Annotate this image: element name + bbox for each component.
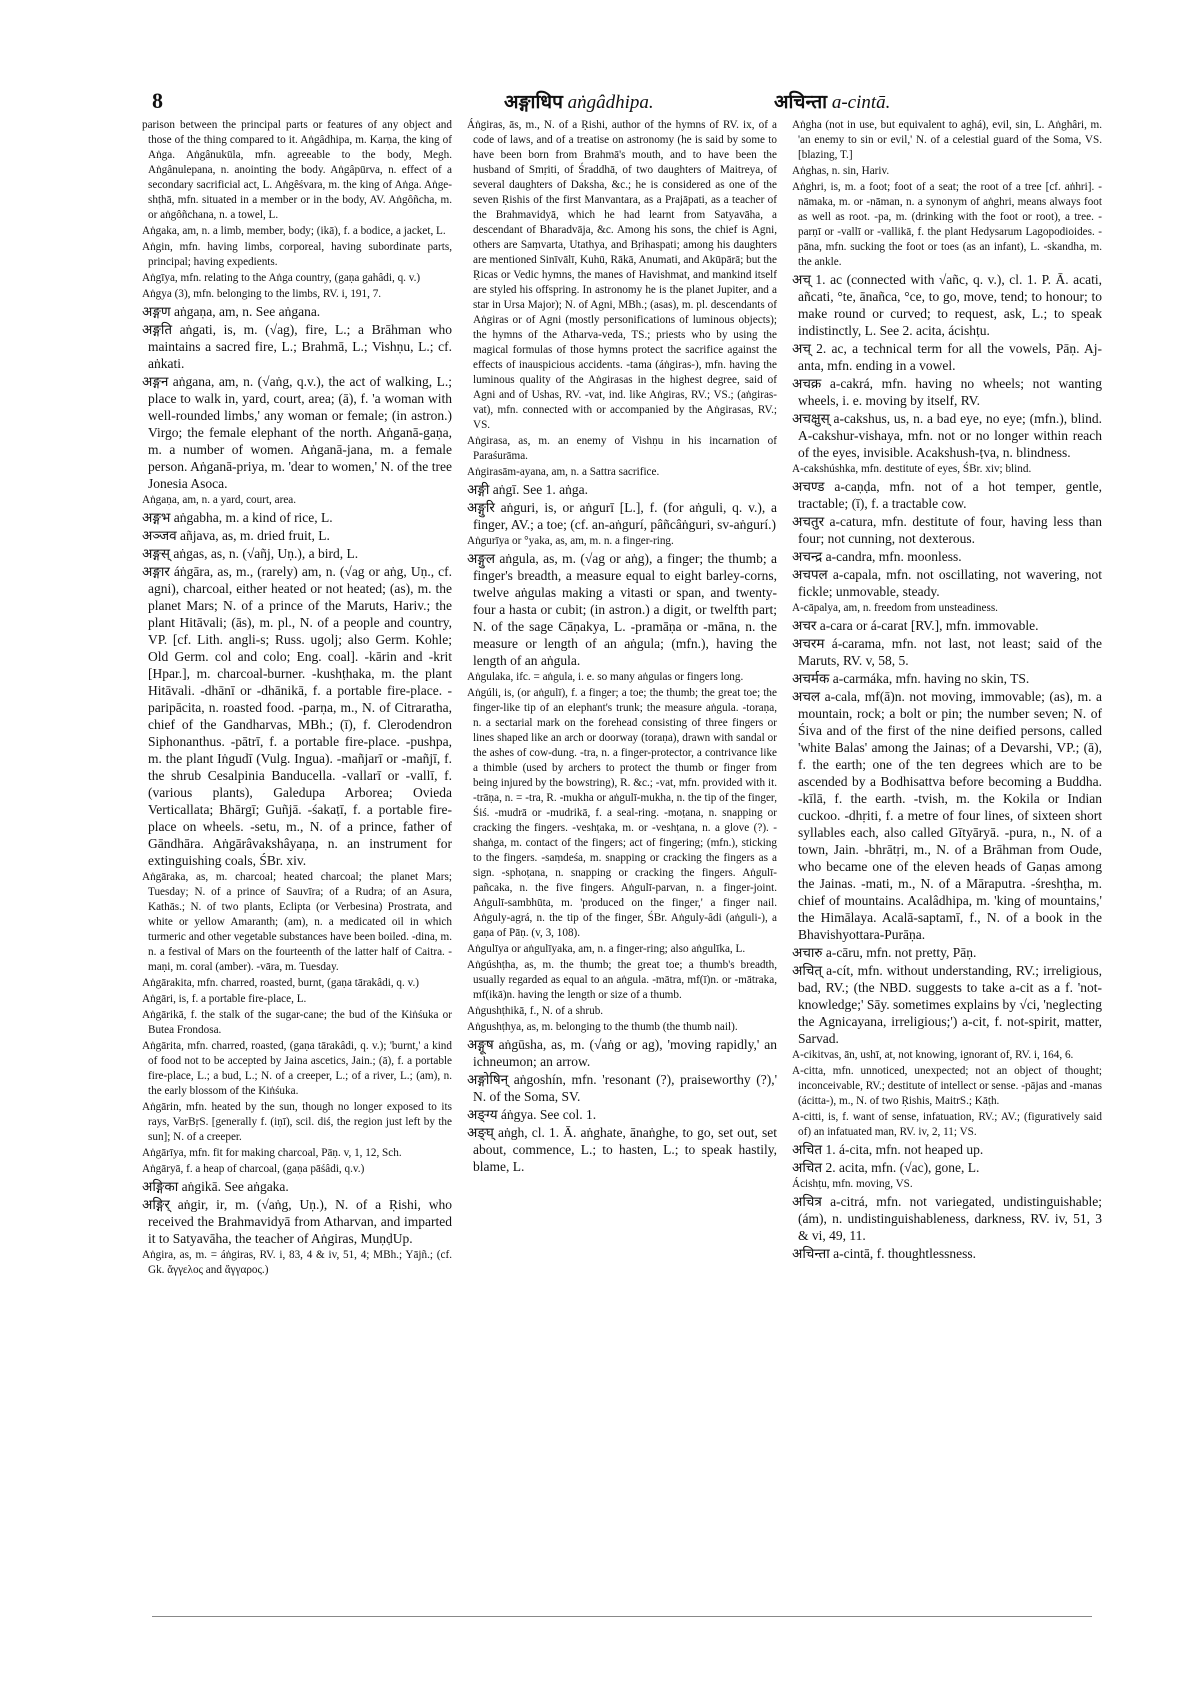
dictionary-entry: Aṅgulīya or aṅgulīyaka, am, n. a finger-ring; also aṅgulīka, L. bbox=[467, 943, 746, 955]
dictionary-entry: Aṅgúshṭha, as, m. the thumb; the great toe; a thumb's breadth, usually regarded as equal to an aṅgula. -mātra, mf(ī)n. or -mātraka, mf(ikā)n. having the length or size of a thumb. bbox=[467, 959, 777, 1001]
footer-rule bbox=[152, 1616, 1092, 1617]
dictionary-entry: अङ्गति aṅgati, is, m. (√ag), fire, L.; a Brāhman who maintains a sacred fire, L.; Brahmā, L.; Vishṇu, L.; cf. aṅkati. bbox=[142, 322, 452, 371]
left-head-devanagari: अङ्गाधिप bbox=[504, 92, 563, 113]
dictionary-entry: Aṅgulaka, ifc. = aṅgula, i. e. so many aṅgulas or fingers long. bbox=[467, 671, 744, 683]
dictionary-entry: अञ्जव añjava, as, m. dried fruit, L. bbox=[142, 528, 330, 543]
dictionary-entry: अचित्र a-citrá, mfn. not variegated, undistinguishable; (ám), n. undistinguishableness, darkness, RV. iv, 51, 3 & vi, 49, 11. bbox=[792, 1194, 1102, 1243]
column-right bbox=[792, 118, 1102, 1598]
dictionary-entry: अङ्गी aṅgī. See 1. aṅga. bbox=[467, 482, 588, 497]
dictionary-entry: अङ्गन aṅgana, am, n. (√aṅg, q.v.), the act of walking, L.; place to walk in, yard, court, area; (ā), f. 'a woman with well-rounded limbs,' any woman or female; (in astron.) Virgo; the female elephant of the north. Aṅganā-gaṇa, m. a number of women. Aṅganā-jana, m. a female person. Aṅganā-priya, m. 'dear to women,' N. of the tree Jonesia Asoca. bbox=[142, 374, 452, 491]
right-head-devanagari: अचिन्ता bbox=[774, 92, 828, 113]
dictionary-entry: अङ्गुरि aṅguri, is, or aṅgurī [L.], f. (for aṅguli, q. v.), a finger, AV.; a toe; (cf. an-aṅgurí, pâñcâṅguri, sv-aṅgurí.) bbox=[467, 500, 777, 532]
dictionary-entry: Aṅghas, n. sin, Hariv. bbox=[792, 165, 890, 177]
dictionary-entry: Aṅgārikā, f. the stalk of the sugar-cane; the bud of the Kiṅśuka or Butea Frondosa. bbox=[142, 1009, 452, 1036]
dictionary-entry: Aṅgirasa, as, m. an enemy of Vishṇu in his incarnation of Paraśurāma. bbox=[467, 435, 777, 462]
dictionary-entry: A-citti, is, f. want of sense, infatuation, RV.; AV.; (figuratively said of) an infatuated man, RV. iv, 2, 11; VS. bbox=[792, 1111, 1102, 1138]
dictionary-entry: Aṅgāraka, as, m. charcoal; heated charcoal; the planet Mars; Tuesday; N. of a prince of Sauvīra; of a Rudra; of an Asura, Kathās.; N. of two plants, Eclipta (or Verbesina) Prostrata, and white or yellow Amaranth; (am), n. a medicated oil in which turmeric and other vegetable substances have been boiled. -dina, m. n. a festival of Mars on the fourteenth of the latter half of Caitra. -maṇi, m. coral (amber). -vāra, m. Tuesday. bbox=[142, 871, 452, 973]
dictionary-entry: Áṅgiras, ās, m., N. of a Ṛishi, author of the hymns of RV. ix, of a code of laws, and of a treatise on astronomy (he is said by some to have been born from Brahmā's mouth, and to have been the husband of Smṛiti, of Śraddhā, of two daughters of Maitreya, of several daughters of Daksha, &c.; he is considered as one of the seven Ṛishis of the first Manvantara, as a Prajāpati, as a teacher of the Brahmavidyā, which he had learnt from Satyavāha, a descendant of Bharadvāja, &c. Among his sons, the chief is Agni, others are Saṃvarta, Utathya, and Bṛihaspati; among his daughters are mentioned Sinīvālī, Kuhū, Rākā, Anumati, and Akūpārā; but the Ṛicas or Vedic hymns, the manes of Havishmat, and mankind itself are styled his offspring. In astronomy he is the planet Jupiter, and a star in Ursa Major); N. of Agni, MBh.; (asas), m. pl. descendants of Aṅgiras or of Agni (mostly personifications of luminous objects); the hymns of the Atharva-veda, TS.; priests who by using the magical formulas of those hymns protect the sacrifice against the effects of inauspicious accidents. -tama (áṅgiras-), mfn. having the luminous quality of the Aṅgirasas in the highest degree, said of Agni and of Ushas, RV. -vat, ind. like Aṅgiras, RV.; VS.; (aṅgiras-vat), mfn. connected with or accompanied by the Aṅgirasas, RV.; VS. bbox=[467, 119, 777, 431]
dictionary-entry: A-cāpalya, am, n. freedom from unsteadiness. bbox=[792, 602, 998, 614]
dictionary-entry: अचन्द्र a-candra, mfn. moonless. bbox=[792, 549, 962, 564]
dictionary-entry: Aṅgīya, mfn. relating to the Aṅga country, (gaṇa gahâdi, q. v.) bbox=[142, 272, 421, 284]
dictionary-entry: Aṅgaka, am, n. a limb, member, body; (ikā), f. a bodice, a jacket, L. bbox=[142, 225, 446, 237]
dictionary-entry: अङ्गभ aṅgabha, m. a kind of rice, L. bbox=[142, 510, 333, 525]
right-head-transliteration: a-cintā. bbox=[831, 92, 891, 113]
dictionary-entry: अचपल a-capala, mfn. not oscillating, not wavering, not fickle; unmovable, steady. bbox=[792, 567, 1102, 599]
dictionary-entry: अचित 1. á-cita, mfn. not heaped up. bbox=[792, 1142, 984, 1157]
column-middle bbox=[467, 118, 777, 1598]
dictionary-entry: Aṅgushṭhikā, f., N. of a shrub. bbox=[467, 1005, 604, 1017]
dictionary-entry: Aṅgha (not in use, but equivalent to aghá), evil, sin, L. Aṅghâri, m. 'an enemy to sin or evil,' N. of a celestial guard of the Soma, VS. [blazing, T.] bbox=[792, 119, 1102, 161]
dictionary-columns bbox=[142, 118, 1102, 1598]
left-head-transliteration: aṅgâdhipa. bbox=[567, 92, 654, 113]
dictionary-entry: अचित 2. acita, mfn. (√ac), gone, L. bbox=[792, 1160, 980, 1175]
dictionary-entry: Aṅgārita, mfn. charred, roasted, (gaṇa tārakâdi, q. v.); 'burnt,' a kind of food not to be accepted by Jaina ascetics, Jain.; (ā), f. a portable fire-place, L.; a bud, L.; N. of a creeper, L.; of a river, L.; (am), n. the early blossom of the Kiṅśuka. bbox=[142, 1040, 452, 1097]
dictionary-entry: अचित् a-cít, mfn. without understanding, RV.; irreligious, bad, RV.; (the NBD. suggests to take a-cit as a f. 'not-knowledge;' Sāy. sometimes explains by √ci, 'neglecting the Agnicayana, irreligious;') a-cit, f. not-spirit, matter, Sarvad. bbox=[792, 963, 1102, 1046]
dictionary-entry: अङ्गिर् aṅgir, ir, m. (√aṅg, Uṇ.), N. of a Ṛishi, who received the Brahmavidyā from Atharvan, and imparted it to Satyavāha, the teacher of Aṅgiras, MuṇḍUp. bbox=[142, 1197, 452, 1246]
dictionary-entry: Aṅgaṇa, am, n. a yard, court, area. bbox=[142, 494, 297, 506]
dictionary-entry: Aṅgārīya, mfn. fit for making charcoal, Pāṇ. v, 1, 12, Sch. bbox=[142, 1147, 402, 1159]
dictionary-entry: अचर a-cara or á-carat [RV.], mfn. immovable. bbox=[792, 618, 1039, 633]
dictionary-entry: अचरम á-carama, mfn. not last, not least; said of the Maruts, RV. v, 58, 5. bbox=[792, 636, 1102, 668]
dictionary-entry: Ácishṭu, mfn. moving, VS. bbox=[792, 1178, 913, 1190]
dictionary-entry: Aṅgin, mfn. having limbs, corporeal, having subordinate parts, principal; having expedients. bbox=[142, 241, 452, 268]
dictionary-entry: अङ्गार áṅgāra, as, m., (rarely) am, n. (√ag or aṅg, Uṇ., cf. agni), charcoal, either heated or not heated; (as), m. the planet Mars; N. of a prince of the Maruts, Hariv.; the plant Hitāvali; (ās), m. pl., N. of a people and country, VP. [cf. Lith. angli-s; Russ. ugolj; also Germ. Kohle; Old Germ. col and colo; Eng. coal]. -kārin and -krit [Hpar.], m. charcoal-burner. -kushṭhaka, m. the plant Hitāvali. -dhānī or -dhānikā, f. a portable fire-place. -paripācita, n. roasted food. -parṇa, m., N. of Citraratha, chief of the Gandharvas, MBh.; (ī), f. Clerodendron Siphonanthus. -pātrī, f. a portable fire-place. -pushpa, m. the plant Iṅgudī (Vulg. Ingua). -mañjarī or -mañjī, f. the shrub Cesalpinia Banducella. -vallarī or -vallī, f. (various plants), Galedupa Arborea; Ovieda Verticallata; Bhārgī; Guñjā. -śakaṭī, f. a portable fire-place on wheels. -setu, m., N. of a prince, father of Gāndhāra. Aṅgārâvakshâyaṇa, n. an instrument for extinguishing coals, ŚBr. xiv. bbox=[142, 564, 452, 868]
dictionary-entry: Aṅgya (3), mfn. belonging to the limbs, RV. i, 191, 7. bbox=[142, 288, 382, 300]
dictionary-entry: Aṅgārakita, mfn. charred, roasted, burnt, (gaṇa tārakâdi, q. v.) bbox=[142, 977, 419, 989]
dictionary-entry: अङ्गण aṅgaṇa, am, n. See aṅgana. bbox=[142, 304, 321, 319]
dictionary-entry: अङ्गिका aṅgikā. See aṅgaka. bbox=[142, 1179, 289, 1194]
dictionary-entry: अचिन्ता a-cintā, f. thoughtlessness. bbox=[792, 1246, 976, 1261]
dictionary-entry: अङ्गुल aṅgula, as, m. (√ag or aṅg), a finger; the thumb; a finger's breadth, a measure equal to eight barley-corns, twelve aṅgulas making a vitasti or span, and twenty-four a hasta or cubit; (in astron.) a digit, or twelfth part; N. of the sage Cāṇakya, L. -pramāṇa or -māna, n. the measure or length of an aṅgula; (mfn.), having the length of an aṅgula. bbox=[467, 551, 777, 668]
dictionary-entry: अङ्ग्य áṅgya. See col. 1. bbox=[467, 1107, 597, 1122]
dictionary-entry: अचक्षुस् a-cakshus, us, n. a bad eye, no eye; (mfn.), blind. A-cakshur-vishaya, mfn. not or no longer within reach of the eyes, invisible. Acakshush-ṭva, n. blindness. bbox=[792, 411, 1102, 460]
dictionary-entry: Aṅgāri, is, f. a portable fire-place, L. bbox=[142, 993, 307, 1005]
dictionary-entry: Aṅgúli, is, (or aṅgulī), f. a finger; a toe; the thumb; the great toe; the finger-like tip of an elephant's trunk; the measure aṅgula. -toraṇa, n. a sectarial mark on the forehead consisting of three fingers or lines shaped like an arch or doorway (toraṇa), drawn with sandal or the ashes of cow-dung. -tra, n. a finger-protector, a contrivance like a thimble (used by archers to protect the thumb or finger from being injured by the bowstring), R. &c.; -vat, mfn. provided with it. -trāṇa, n. = -tra, R. -mukha or aṅgulī-mukha, n. the tip of the finger, Śiś. -mudrā or -mudrikā, f. a seal-ring. -moṭana, n. snapping or cracking the fingers. -veshṭaka, m. or -veshṭana, n. a glove (?). -shaṅga, m. contact of the fingers; act of fingering; (mfn.), sticking to the fingers. -saṃdeśa, m. snapping or cracking the fingers as a sign. -sphoṭana, n. snapping or cracking the fingers. Aṅgulī-pañcaka, n. the five fingers. Aṅgulī-parvan, n. a finger-joint. Aṅgulī-sambhūta, m. 'produced on the finger,' a finger nail. Aṅguly-agrá, n. the tip of the finger, ŚBr. Aṅguly-âdi (aṅguli-), a gaṇa of Pāṇ. (v, 3, 108). bbox=[467, 687, 777, 939]
dictionary-entry: अच् 2. ac, a technical term for all the vowels, Pāṇ. Aj-anta, mfn. ending in a vowel. bbox=[792, 341, 1102, 373]
page-number: 8 bbox=[152, 88, 163, 113]
dictionary-entry: अचतुर a-catura, mfn. destitute of four, having less than four; not cunning, not dexterous. bbox=[792, 514, 1102, 546]
dictionary-entry: Aṅgāryā, f. a heap of charcoal, (gaṇa pāśâdi, q.v.) bbox=[142, 1163, 365, 1175]
dictionary-entry: अचर्मक a-carmáka, mfn. having no skin, TS. bbox=[792, 671, 1030, 686]
dictionary-entry: Aṅgirasām-ayana, am, n. a Sattra sacrifice. bbox=[467, 466, 660, 478]
dictionary-entry: A-cakshúshka, mfn. destitute of eyes, ŚBr. xiv; blind. bbox=[792, 463, 1032, 475]
dictionary-entry: Aṅgira, as, m. = áṅgiras, RV. i, 83, 4 & iv, 51, 4; MBh.; Yājñ.; (cf. Gk. ἄγγελος and ἄγγαρος.) bbox=[142, 1249, 452, 1276]
dictionary-entry: अङ्गोषिन् aṅgoshín, mfn. 'resonant (?), praiseworthy (?),' N. of the Soma, SV. bbox=[467, 1072, 777, 1104]
dictionary-entry: अङ्घ् aṅgh, cl. 1. Ā. aṅghate, ānaṅghe, to go, set out, set about, commence, L.; to hasten, L.; to speak hastily, blame, L. bbox=[467, 1125, 777, 1174]
dictionary-entry: अचण्ड a-caṇḍa, mfn. not of a hot temper, gentle, tractable; (ī), f. a tractable cow. bbox=[792, 479, 1102, 511]
dictionary-entry: Aṅghri, is, m. a foot; foot of a seat; the root of a tree [cf. aṅhri]. -nāmaka, m. or -nāman, n. a synonym of aṅghri, means always foot as well as root. -pa, m. (drinking with the foot or root), a tree. -parṇī or -vallī or -vallikā, f. the plant Hedysarum Lagopodioides. -pāna, mfn. sucking the foot or toes (as an infant), L. -skandha, m. the ankle. bbox=[792, 181, 1102, 268]
dictionary-entry: अङ्गूष aṅgūsha, as, m. (√aṅg or ag), 'moving rapidly,' an ichneumon; an arrow. bbox=[467, 1037, 777, 1069]
running-header bbox=[142, 88, 1102, 114]
dictionary-entry: अचारु a-cāru, mfn. not pretty, Pāṇ. bbox=[792, 945, 977, 960]
dictionary-entry: अच् 1. ac (connected with √añc, q. v.), cl. 1. P. Ā. acati, añcati, °te, ānañca, °ce, to go, move, tend; to honour; to make round or curved; to request, ask, L.; to speak indistinctly, L. See 2. acita, ácishṭu. bbox=[792, 272, 1102, 338]
column-left bbox=[142, 118, 452, 1598]
dictionary-entry: Aṅgurīya or °yaka, as, am, m. n. a finger-ring. bbox=[467, 535, 674, 547]
dictionary-entry: A-citta, mfn. unnoticed, unexpected; not an object of thought; inconceivable, RV.; destitute of intellect or sense. -pājas and -manas (ácitta-), m., N. of two Ṛishis, MaitrS.; Kāṭh. bbox=[792, 1065, 1102, 1107]
dictionary-entry: अचक्र a-cakrá, mfn. having no wheels; not wanting wheels, i. e. moving by itself, RV. bbox=[792, 376, 1102, 408]
dictionary-entry: अचल a-cala, mf(ā)n. not moving, immovable; (as), m. a mountain, rock; a bolt or pin; the number seven; N. of Śiva and of the first of the nine deified persons, called 'white Balas' among the Jainas; of a Devarshi, VP.; (ā), f. the earth; one of the ten degrees which are to be ascended by a Bodhisattva before becoming a Buddha. -kīlā, f. the earth. -tvish, m. the Kokila or Indian cuckoo. -dhṛiti, f. a metre of four lines, of sixteen short syllables each, also called Gītyāryā. -pura, n., N. of a town, Jain. -bhrātṛi, m., N. of a Brāhman from Oude, who became one of the eleven heads of Gaṇas among the Jainas. -mati, m., N. of a Māraputra. -śreshṭha, m. chief of mountains. Acalâdhipa, m. 'king of mountains,' the Himālaya. Acalā-saptamī, f., N. of a book in the Bhavishyottara-Purāṇa. bbox=[792, 689, 1102, 942]
dictionary-entry: अङ्गस् aṅgas, as, n. (√añj, Uṇ.), a bird, L. bbox=[142, 546, 359, 561]
dictionary-entry: A-cikitvas, ān, ushī, at, not knowing, ignorant of, RV. i, 164, 6. bbox=[792, 1049, 1074, 1061]
right-running-head bbox=[774, 88, 890, 114]
left-running-head bbox=[504, 88, 654, 114]
dictionary-entry: Aṅgārin, mfn. heated by the sun, though no longer exposed to its rays, VarBṛS. [generally f. (iṇī), scil. diś, the region just left by the sun]; N. of a creeper. bbox=[142, 1101, 452, 1143]
dictionary-entry: parison between the principal parts or features of any object and those of the thing compared to it. Aṅgâdhipa, m. Karṇa, the king of Aṅga. Aṅgânukūla, mfn. agreeable to the body, Megh. Aṅgânulepana, n. anointing the body. Aṅgâpūrva, n. effect of a secondary sacrificial act, L. Aṅgêśvara, m. the king of Aṅga. Aṅge-shṭhā, mfn. situated in a member or in the body, AV. Aṅgôñcha, m. or aṅgôñchana, n. a towel, L. bbox=[142, 119, 452, 221]
dictionary-entry: Aṅgushṭhya, as, m. belonging to the thumb (the thumb nail). bbox=[467, 1021, 738, 1033]
